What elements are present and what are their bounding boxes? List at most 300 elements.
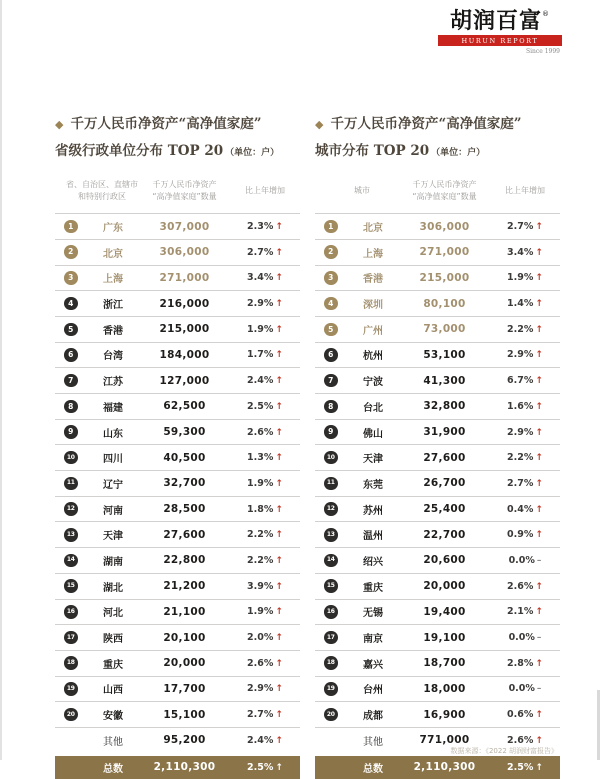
page-edge-left <box>0 0 2 760</box>
household-count: 19,100 <box>423 631 466 644</box>
change-percent: 0.9% <box>507 529 534 541</box>
table-body <box>315 213 560 778</box>
household-count: 80,100 <box>423 297 466 310</box>
panel-subtitle-text: 省级行政单位分布 TOP 20 <box>55 143 224 159</box>
household-count: 22,700 <box>423 528 466 541</box>
rank-cell <box>55 271 87 285</box>
unit-label: （单位：户） <box>225 148 280 158</box>
rank-cell <box>55 374 87 388</box>
entity-name: 江苏 <box>103 377 123 389</box>
yoy-change <box>490 504 560 515</box>
diamond-icon: ◆ <box>55 118 64 131</box>
table-row <box>315 548 560 574</box>
change-percent: 2.9% <box>247 683 274 695</box>
rank-cell <box>315 451 347 465</box>
rank-badge: 7 <box>64 374 78 388</box>
household-count: 95,200 <box>163 734 206 747</box>
total-row <box>55 756 300 779</box>
up-arrow-icon: ↑ <box>275 555 283 566</box>
rank-cell <box>315 297 347 311</box>
entity-name: 陕西 <box>103 634 123 646</box>
household-count: 20,000 <box>163 657 206 670</box>
table-row <box>315 677 560 703</box>
other-row <box>55 728 300 753</box>
column-header-line: “高净值家庭”数量 <box>412 191 477 201</box>
change-percent: 2.5% <box>507 761 534 773</box>
table-row <box>55 471 300 497</box>
table-row <box>315 317 560 343</box>
household-count: 53,100 <box>423 348 466 361</box>
entity-name: 浙江 <box>103 300 123 312</box>
rank-badge: 16 <box>324 605 338 619</box>
yoy-change <box>230 478 300 489</box>
yoy-change <box>490 683 560 694</box>
rank-cell <box>315 554 347 568</box>
change-percent: 2.0% <box>247 632 274 644</box>
rank-badge: 2 <box>324 245 338 259</box>
change-percent: 1.4% <box>507 298 534 310</box>
rank-badge: 20 <box>324 708 338 722</box>
rank-badge: 11 <box>324 477 338 491</box>
table-row <box>55 240 300 266</box>
rank-cell <box>55 682 87 696</box>
rank-badge: 4 <box>64 297 78 311</box>
table-row <box>315 522 560 548</box>
up-arrow-icon: ↑ <box>275 607 283 618</box>
up-arrow-icon: ↑ <box>535 453 543 464</box>
household-count: 25,400 <box>423 503 466 516</box>
household-count: 271,000 <box>159 271 210 284</box>
rank-badge: 17 <box>324 631 338 645</box>
table-row <box>55 368 300 394</box>
change-percent: 2.7% <box>507 221 534 233</box>
change-percent: 3.4% <box>507 246 534 258</box>
up-arrow-icon: ↑ <box>535 530 543 541</box>
entity-name: 香港 <box>103 325 123 337</box>
table-row <box>315 702 560 728</box>
rank-cell <box>315 323 347 337</box>
change-percent: 2.7% <box>247 709 274 721</box>
up-arrow-icon: ↑ <box>535 504 543 515</box>
yoy-change <box>230 324 300 335</box>
yoy-change <box>230 606 300 617</box>
rank-cell <box>315 271 347 285</box>
data-source-note: 数据来源：《2022 胡润财富报告》 <box>450 747 558 755</box>
up-arrow-icon: ↑ <box>275 735 283 746</box>
change-percent: 2.6% <box>507 734 534 746</box>
up-arrow-icon: ↑ <box>275 376 283 387</box>
yoy-change <box>230 272 300 283</box>
change-percent: 0.0% <box>508 554 535 566</box>
city-panel-title-block <box>315 112 560 159</box>
up-arrow-icon: ↑ <box>275 247 283 258</box>
entity-name: 广东 <box>103 223 123 235</box>
change-percent: 2.9% <box>507 349 534 361</box>
yoy-change <box>230 504 300 515</box>
yoy-change <box>230 683 300 694</box>
yoy-change <box>490 272 560 283</box>
change-percent: 1.9% <box>247 323 274 335</box>
household-count: 184,000 <box>159 348 210 361</box>
panel-title-text: 千万人民币净资产“高净值家庭” <box>330 116 522 132</box>
yoy-change <box>230 401 300 412</box>
household-count: 32,800 <box>423 400 466 413</box>
up-arrow-icon: ↑ <box>535 735 543 746</box>
rank-badge: 6 <box>64 348 78 362</box>
yoy-change <box>230 349 300 360</box>
rank-cell <box>55 631 87 645</box>
rank-cell <box>55 348 87 362</box>
logo-brand-characters: 胡润百富 <box>449 9 542 34</box>
table-row <box>55 702 300 728</box>
rank-badge: 11 <box>64 477 78 491</box>
table-body <box>55 213 300 778</box>
up-arrow-icon: ↑ <box>535 607 543 618</box>
province-table-panel <box>55 112 300 779</box>
table-row <box>55 266 300 292</box>
yoy-change <box>490 375 560 386</box>
table-row <box>315 574 560 600</box>
yoy-change <box>490 478 560 489</box>
entity-name: 湖北 <box>103 582 123 594</box>
yoy-change <box>230 581 300 592</box>
rank-cell <box>55 528 87 542</box>
up-arrow-icon: ↑ <box>275 299 283 310</box>
up-arrow-icon: ↑ <box>275 273 283 284</box>
rank-badge: 9 <box>324 425 338 439</box>
rank-badge: 5 <box>64 323 78 337</box>
household-count: 22,800 <box>163 554 206 567</box>
yoy-change <box>230 529 300 540</box>
change-percent: 2.2% <box>507 323 534 335</box>
column-header-line: 城市 <box>354 185 370 195</box>
entity-name: 重庆 <box>103 659 123 671</box>
up-arrow-icon: ↑ <box>275 478 283 489</box>
table-row <box>55 600 300 626</box>
table-row <box>55 497 300 523</box>
rank-cell <box>315 605 347 619</box>
rank-cell <box>55 451 87 465</box>
rank-badge: 8 <box>64 400 78 414</box>
rank-cell <box>315 220 347 234</box>
table-row <box>315 625 560 651</box>
table-row <box>315 214 560 240</box>
yoy-change <box>230 735 300 746</box>
household-count: 16,900 <box>423 708 466 721</box>
change-percent: 2.3% <box>247 221 274 233</box>
yoy-change <box>490 452 560 463</box>
yoy-change <box>230 658 300 669</box>
up-arrow-icon: ↑ <box>275 222 283 233</box>
yoy-change <box>230 298 300 309</box>
change-percent: 3.4% <box>247 272 274 284</box>
rank-badge: 1 <box>324 220 338 234</box>
up-arrow-icon: ↑ <box>535 401 543 412</box>
yoy-change <box>490 709 560 720</box>
row-label: 总数 <box>363 763 383 775</box>
table-row <box>55 317 300 343</box>
column-header <box>230 185 300 197</box>
entity-name: 台北 <box>363 402 383 414</box>
column-header-line: 比上年增加 <box>245 185 285 195</box>
panel-subtitle-text: 城市分布 TOP 20 <box>315 143 430 159</box>
yoy-change <box>230 452 300 463</box>
up-arrow-icon: ↑ <box>535 324 543 335</box>
rank-badge: 18 <box>324 656 338 670</box>
change-percent: 1.9% <box>247 606 274 618</box>
change-percent: 1.7% <box>247 349 274 361</box>
up-arrow-icon: ↑ <box>535 710 543 721</box>
rank-cell <box>55 708 87 722</box>
up-arrow-icon: ↑ <box>275 658 283 669</box>
up-arrow-icon: ↑ <box>275 350 283 361</box>
rank-badge: 15 <box>324 579 338 593</box>
table-row <box>55 522 300 548</box>
entity-name: 无锡 <box>363 608 383 620</box>
column-header <box>55 179 139 202</box>
household-count: 20,000 <box>423 580 466 593</box>
household-count: 18,700 <box>423 657 466 670</box>
table-row <box>55 625 300 651</box>
yoy-change <box>490 324 560 335</box>
household-count: 31,900 <box>423 426 466 439</box>
table-row <box>55 214 300 240</box>
rank-badge: 12 <box>324 502 338 516</box>
household-count: 306,000 <box>159 246 210 259</box>
rank-cell <box>315 348 347 362</box>
row-label: 其他 <box>103 736 123 748</box>
up-arrow-icon: ↑ <box>275 401 283 412</box>
change-percent: 2.8% <box>507 657 534 669</box>
entity-name: 广州 <box>363 325 383 337</box>
household-count: 19,400 <box>423 605 466 618</box>
table-row <box>315 651 560 677</box>
change-percent: 2.6% <box>247 426 274 438</box>
rank-badge: 14 <box>324 554 338 568</box>
entity-name: 河北 <box>103 608 123 620</box>
entity-name: 香港 <box>363 274 383 286</box>
column-header-line: 千万人民币净资产 <box>412 180 477 189</box>
table-row <box>55 343 300 369</box>
entity-name: 佛山 <box>363 428 383 440</box>
change-percent: 2.2% <box>247 529 274 541</box>
rank-cell <box>315 425 347 439</box>
up-arrow-icon: ↑ <box>535 247 543 258</box>
yoy-change <box>230 555 300 566</box>
column-header-line: 省、自治区、直辖市 <box>66 180 138 189</box>
rank-badge: 10 <box>64 451 78 465</box>
up-arrow-icon: ↑ <box>275 710 283 721</box>
rank-cell <box>315 245 347 259</box>
yoy-change <box>490 349 560 360</box>
table-header <box>55 179 300 202</box>
rank-cell <box>55 605 87 619</box>
rank-cell <box>315 656 347 670</box>
rank-cell <box>55 579 87 593</box>
entity-name: 温州 <box>363 531 383 543</box>
rank-badge: 12 <box>64 502 78 516</box>
up-arrow-icon: ↑ <box>275 504 283 515</box>
flat-dash-icon: – <box>536 684 542 695</box>
logo-since-text: Since 1999 <box>526 47 560 55</box>
yoy-change <box>230 247 300 258</box>
up-arrow-icon: ↑ <box>275 581 283 592</box>
up-arrow-icon: ↑ <box>275 762 283 773</box>
flat-dash-icon: – <box>536 633 542 644</box>
entity-name: 台州 <box>363 685 383 697</box>
table-row <box>55 445 300 471</box>
change-percent: 2.4% <box>247 375 274 387</box>
rank-badge: 3 <box>64 271 78 285</box>
change-percent: 2.7% <box>507 477 534 489</box>
household-count: 15,100 <box>163 708 206 721</box>
household-count: 215,000 <box>419 271 470 284</box>
diamond-icon: ◆ <box>315 118 324 131</box>
entity-name: 福建 <box>103 402 123 414</box>
household-count: 62,500 <box>163 400 206 413</box>
rank-badge: 13 <box>324 528 338 542</box>
change-percent: 3.9% <box>247 580 274 592</box>
rank-cell <box>55 477 87 491</box>
rank-cell <box>55 323 87 337</box>
province-panel-title-block <box>55 112 300 159</box>
rank-badge: 6 <box>324 348 338 362</box>
up-arrow-icon: ↑ <box>535 658 543 669</box>
rank-cell <box>55 245 87 259</box>
change-percent: 2.2% <box>247 554 274 566</box>
entity-name: 河南 <box>103 505 123 517</box>
panel-title <box>55 112 300 132</box>
total-row <box>315 756 560 779</box>
entity-name: 湖南 <box>103 556 123 568</box>
rank-cell <box>315 400 347 414</box>
table-row <box>315 291 560 317</box>
rank-badge: 18 <box>64 656 78 670</box>
table-row <box>55 651 300 677</box>
change-percent: 6.7% <box>507 375 534 387</box>
yoy-change <box>230 427 300 438</box>
rank-badge: 5 <box>324 323 338 337</box>
registered-trademark-icon: ® <box>542 10 550 18</box>
column-header-line: 和特别行政区 <box>78 191 126 201</box>
entity-name: 宁波 <box>363 377 383 389</box>
column-header-line: 千万人民币净资产 <box>152 180 217 189</box>
table-row <box>55 291 300 317</box>
yoy-change <box>490 529 560 540</box>
household-count: 41,300 <box>423 374 466 387</box>
rank-badge: 8 <box>324 400 338 414</box>
change-percent: 1.6% <box>507 400 534 412</box>
household-count: 21,100 <box>163 605 206 618</box>
change-percent: 2.5% <box>247 400 274 412</box>
change-percent: 2.9% <box>247 298 274 310</box>
column-header <box>399 179 490 202</box>
rank-badge: 19 <box>324 682 338 696</box>
rank-badge: 16 <box>64 605 78 619</box>
row-label: 其他 <box>363 736 383 748</box>
yoy-change <box>490 247 560 258</box>
rank-cell <box>315 374 347 388</box>
up-arrow-icon: ↑ <box>535 376 543 387</box>
rank-cell <box>55 425 87 439</box>
column-header <box>139 179 230 202</box>
change-percent: 1.8% <box>247 503 274 515</box>
table-row <box>55 574 300 600</box>
rank-cell <box>55 400 87 414</box>
rank-cell <box>315 528 347 542</box>
up-arrow-icon: ↑ <box>535 222 543 233</box>
table-row <box>315 240 560 266</box>
rank-cell <box>315 682 347 696</box>
rank-badge: 19 <box>64 682 78 696</box>
change-percent: 1.3% <box>247 452 274 464</box>
yoy-change <box>490 401 560 412</box>
city-table-panel <box>315 112 560 779</box>
household-count: 2,110,300 <box>153 761 216 774</box>
table-row <box>315 445 560 471</box>
household-count: 27,600 <box>423 451 466 464</box>
entity-name: 安徽 <box>103 711 123 723</box>
entity-name: 东莞 <box>363 479 383 491</box>
up-arrow-icon: ↑ <box>275 324 283 335</box>
yoy-change <box>490 581 560 592</box>
change-percent: 2.2% <box>507 452 534 464</box>
yoy-change <box>230 632 300 643</box>
household-count: 215,000 <box>159 323 210 336</box>
household-count: 271,000 <box>419 246 470 259</box>
logo-brand-text <box>438 11 562 33</box>
table-row <box>55 420 300 446</box>
up-arrow-icon: ↑ <box>275 530 283 541</box>
rank-cell <box>55 220 87 234</box>
entity-name: 北京 <box>103 248 123 260</box>
entity-name: 上海 <box>363 248 383 260</box>
household-count: 32,700 <box>163 477 206 490</box>
household-count: 20,600 <box>423 554 466 567</box>
household-count: 27,600 <box>163 528 206 541</box>
rank-badge: 17 <box>64 631 78 645</box>
change-percent: 2.1% <box>507 606 534 618</box>
rank-cell <box>315 502 347 516</box>
yoy-change <box>490 555 560 566</box>
table-row <box>315 368 560 394</box>
entity-name: 天津 <box>363 454 383 466</box>
household-count: 306,000 <box>419 220 470 233</box>
entity-name: 四川 <box>103 454 123 466</box>
change-percent: 0.4% <box>507 503 534 515</box>
rank-badge: 2 <box>64 245 78 259</box>
column-header-line: 比上年增加 <box>505 185 545 195</box>
household-count: 26,700 <box>423 477 466 490</box>
yoy-change <box>230 762 300 773</box>
household-count: 73,000 <box>423 323 466 336</box>
entity-name: 天津 <box>103 531 123 543</box>
yoy-change <box>490 221 560 232</box>
column-header-line: “高净值家庭”数量 <box>152 191 217 201</box>
change-percent: 2.6% <box>247 657 274 669</box>
up-arrow-icon: ↑ <box>535 427 543 438</box>
yoy-change <box>490 298 560 309</box>
yoy-change <box>490 658 560 669</box>
household-count: 40,500 <box>163 451 206 464</box>
logo-banner: HURUN REPORT <box>438 35 562 46</box>
entity-name: 南京 <box>363 634 383 646</box>
up-arrow-icon: ↑ <box>275 684 283 695</box>
change-percent: 0.0% <box>508 683 535 695</box>
entity-name: 台湾 <box>103 351 123 363</box>
entity-name: 成都 <box>363 711 383 723</box>
table-row <box>55 394 300 420</box>
